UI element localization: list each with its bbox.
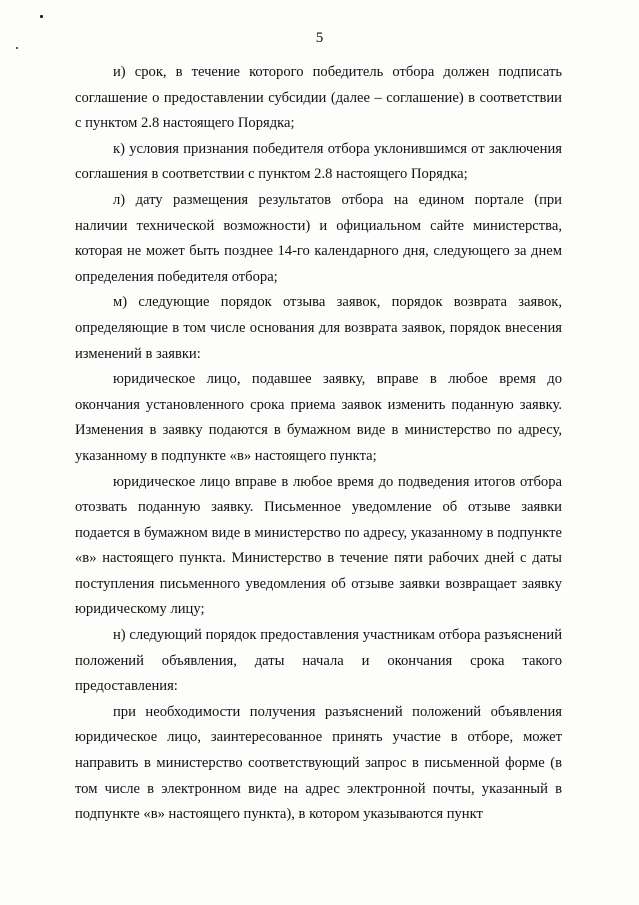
paragraph-i: и) срок, в течение которого победитель отбора должен подписать соглашение о предоставлении субсидии (далее – соглашение) в соответствии с пунктом 2.8 настоящего Порядка;	[75, 64, 562, 132]
paragraph-l: л) дату размещения результатов отбора на едином портале (при наличии технической возможности) и официальном сайте министерства, которая не может быть позднее 14-го календарного дня, следующего за днем определения победителя отбора;	[75, 191, 562, 285]
paragraph-m-withdraw: юридическое лицо вправе в любое время до подведения итогов отбора отозвать поданную заявку. Письменное уведомление об отзыве заявки подается в бумажном виде в министерство по адресу, указанному в подпункте «в» настоящего пункта. Министерство в течение пяти рабочих дней с даты поступления письменного уведомления об отзыве заявки возвращает заявку юридическому лицу;	[75, 473, 562, 618]
scan-artifact	[40, 15, 43, 18]
document-body	[75, 60, 562, 828]
paragraph-k: к) условия признания победителя отбора уклонившимся от заключения соглашения в соответствии с пунктом 2.8 настоящего Порядка;	[75, 140, 562, 183]
paragraph-n-clarification: при необходимости получения разъяснений положений объявления юридическое лицо, заинтересованное принять участие в отборе, может направить в министерство соответствующий запрос в письменной форме (в том числе в электронном виде на адрес электронной почты, указанный в подпункте «в» настоящего пункта), в котором указываются пункт	[75, 703, 562, 823]
page-number: 5	[315, 30, 324, 46]
paragraph-m: м) следующие порядок отзыва заявок, порядок возврата заявок, определяющие в том числе основания для возврата заявок, порядок внесения изменений в заявки:	[75, 294, 562, 362]
scan-artifact	[16, 47, 18, 49]
paragraph-n: н) следующий порядок предоставления участникам отбора разъяснений положений объявления, даты начала и окончания срока такого предоставления:	[75, 627, 562, 695]
paragraph-m-change: юридическое лицо, подавшее заявку, вправе в любое время до окончания установленного срока приема заявок изменить поданную заявку. Изменения в заявку подаются в бумажном виде в министерство по адресу, указанному в подпункте «в» настоящего пункта;	[75, 371, 562, 464]
